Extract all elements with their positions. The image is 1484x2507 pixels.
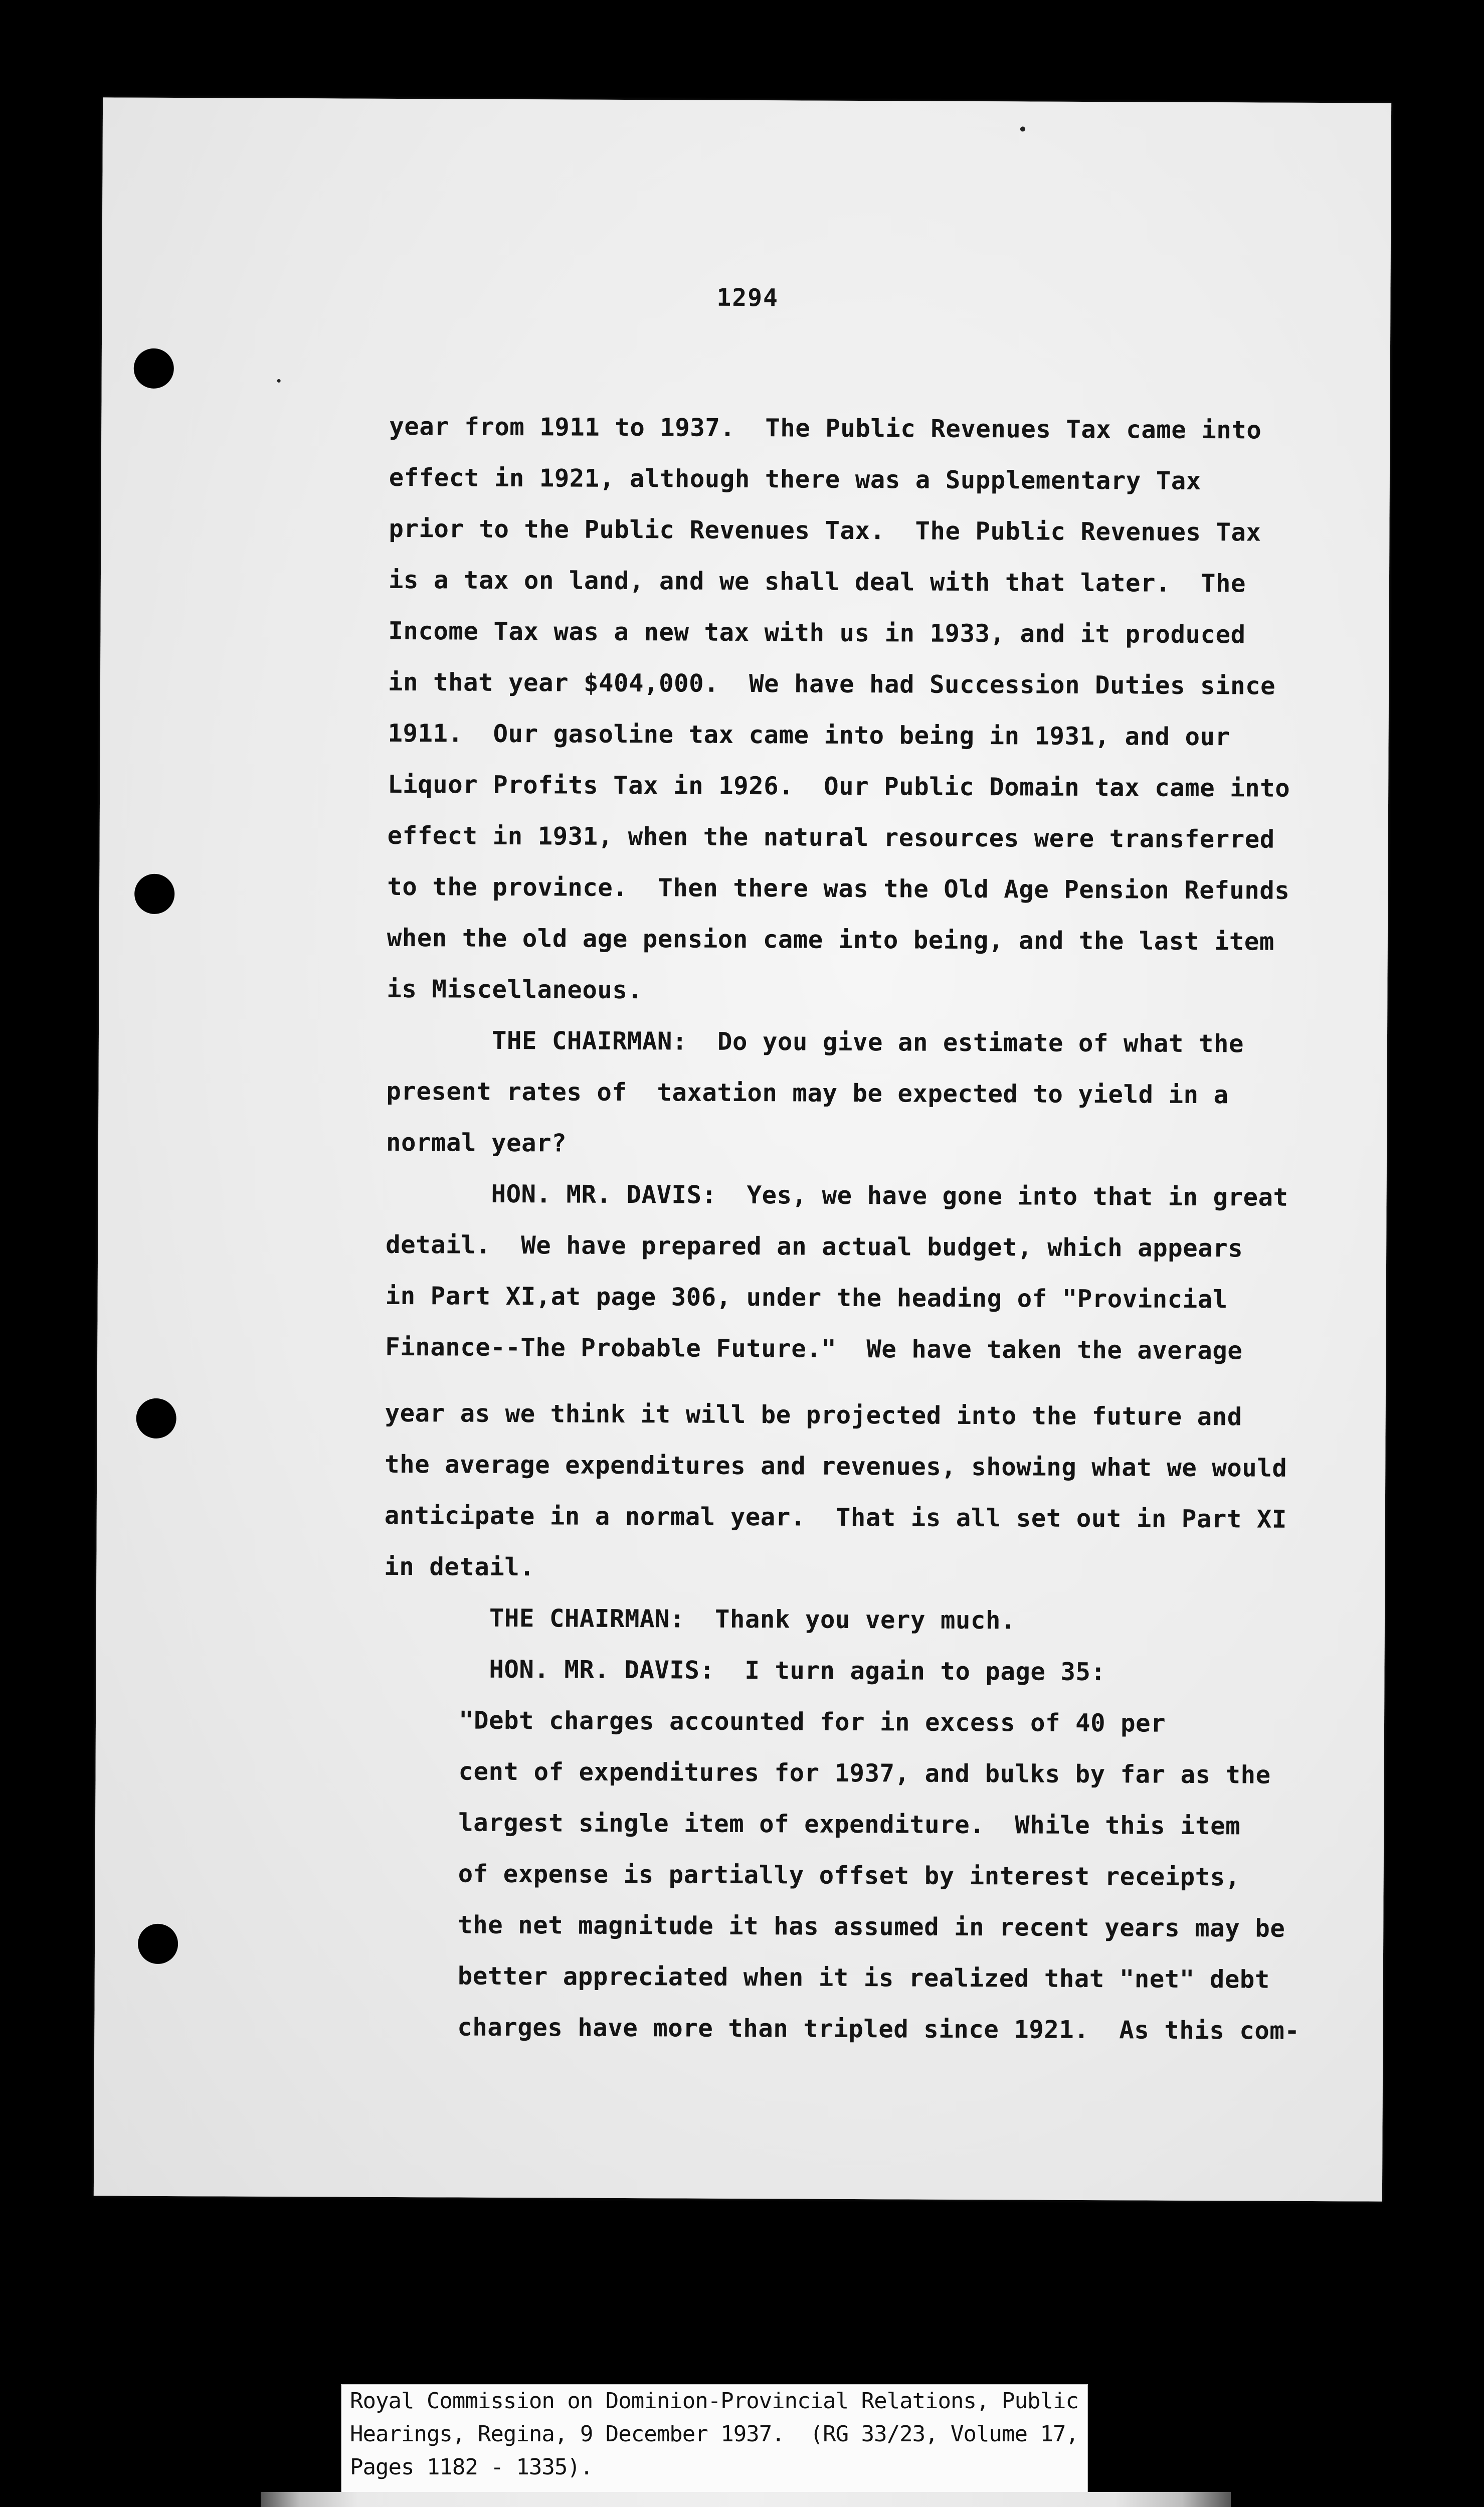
text-line: in that year $404,000. We have had Succession Duties since [388,667,1276,700]
citation-line-1: Royal Commission on Dominion-Provincial Relations, Public [350,2388,1078,2414]
text-line: detail. We have prepared an actual budget, which appears [386,1230,1243,1263]
document-page [94,97,1391,2201]
paper-speck [277,379,281,383]
text-line: year from 1911 to 1937. The Public Revenues Tax came into [389,412,1262,445]
text-line: cent of expenditures for 1937, and bulks by far as the [383,1756,1271,1789]
text-line: effect in 1921, although there was a Supplementary Tax [389,463,1201,495]
text-line: to the province. Then there was the Old Age Pension Refunds [387,872,1290,905]
punch-hole [134,874,174,914]
text-line: 1911. Our gasoline tax came into being in 1931, and our [388,719,1230,752]
punch-hole [134,348,174,389]
text-line: Liquor Profits Tax in 1926. Our Public Domain tax came into [388,770,1290,803]
punch-hole [138,1924,178,1964]
text-line: year as we think it will be projected into the future and [385,1398,1242,1431]
punch-hole [136,1398,176,1439]
text-line: HON. MR. DAVIS: Yes, we have gone into that in great [386,1179,1288,1212]
text-line: better appreciated when it is realized that "net" debt [382,1961,1270,1994]
page-number: 1294 [716,283,779,312]
text-line: THE CHAIRMAN: Thank you very much. [384,1603,1016,1635]
text-line: "Debt charges accounted for in excess of 40 per [383,1705,1166,1738]
text-line: HON. MR. DAVIS: I turn again to page 35: [384,1654,1106,1687]
archives-stamp [261,2492,1231,2507]
text-line: is Miscellaneous. [387,974,643,1005]
text-line: in detail. [384,1552,535,1582]
text-line: charges have more than tripled since 1921. As this com- [382,2012,1300,2045]
citation-line-3: Pages 1182 - 1335). [350,2454,593,2480]
text-line: in Part XI,at page 306, under the heading of "Provincial [385,1281,1228,1314]
text-line: largest single item of expenditure. While this item [383,1808,1241,1841]
text-line: of expense is partially offset by interest receipts, [383,1859,1240,1892]
text-line: the average expenditures and revenues, showing what we would [385,1450,1287,1483]
text-line: effect in 1931, when the natural resources were transferred [387,821,1275,854]
text-line: Income Tax was a new tax with us in 1933, and it produced [388,616,1246,649]
text-line: Finance--The Probable Future." We have taken the average [385,1332,1243,1365]
text-line: anticipate in a normal year. That is all set out in Part XI [384,1501,1287,1534]
text-line: prior to the Public Revenues Tax. The Public Revenues Tax [389,514,1261,547]
text-line: present rates of taxation may be expected to yield in a [386,1077,1229,1110]
paper-speck [1020,126,1025,131]
text-line: when the old age pension came into being, and the last item [387,923,1274,956]
citation-line-2: Hearings, Regina, 9 December 1937. (RG 33/23, Volume 17, [350,2421,1078,2447]
text-line: is a tax on land, and we shall deal with that later. The [388,565,1246,598]
text-line: the net magnitude it has assumed in recent years may be [383,1910,1285,1943]
text-line: THE CHAIRMAN: Do you give an estimate of what the [386,1025,1244,1058]
citation-label [341,2384,1088,2493]
text-line: normal year? [386,1128,567,1158]
